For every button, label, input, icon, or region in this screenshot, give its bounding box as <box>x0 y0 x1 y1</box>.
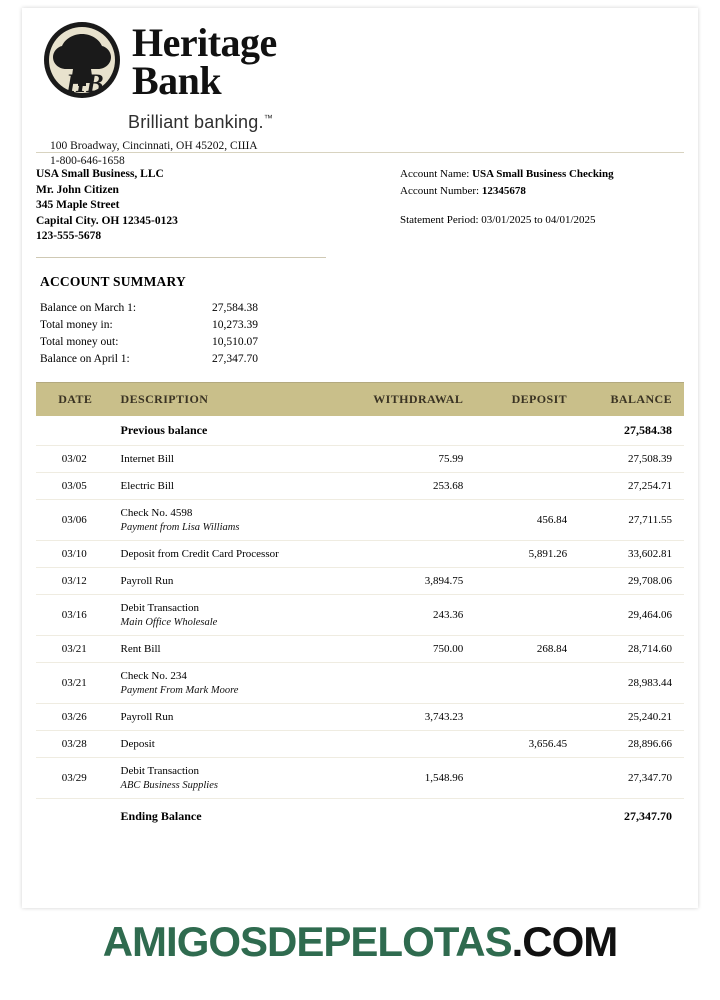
statement-period-label: Statement Period: <box>400 214 479 226</box>
cell-date: 03/05 <box>36 472 113 499</box>
cell-description <box>113 594 349 635</box>
cell-withdrawal: 1,548.96 <box>349 757 471 798</box>
cell-description <box>113 499 349 540</box>
summary-row <box>40 300 684 317</box>
summary-row <box>40 317 684 334</box>
summary-value: 27,584.38 <box>212 301 258 314</box>
cell-withdrawal <box>349 730 471 757</box>
cell-balance: 27,254.71 <box>575 472 684 499</box>
site-watermark <box>0 918 720 966</box>
cell-balance: 28,983.44 <box>575 662 684 703</box>
cell-withdrawal: 75.99 <box>349 445 471 472</box>
cell-balance: 27,584.38 <box>575 416 684 446</box>
transactions-table <box>36 383 684 834</box>
cell-deposit <box>471 757 575 798</box>
cell-description-sub: ABC Business Supplies <box>120 779 218 791</box>
cell-deposit <box>471 416 575 446</box>
cell-description-sub: Payment from Lisa Williams <box>120 521 240 533</box>
cell-description-sub: Payment From Mark Moore <box>120 684 239 696</box>
column-header-description: DESCRIPTION <box>113 383 349 416</box>
cell-deposit <box>471 472 575 499</box>
svg-text:HB: HB <box>66 69 104 98</box>
column-header-deposit: DEPOSIT <box>471 383 575 416</box>
cell-withdrawal <box>349 540 471 567</box>
cell-description-main: Debit Transaction <box>120 764 200 777</box>
cell-description <box>113 445 349 472</box>
cell-description-main: Payroll Run <box>120 574 174 587</box>
account-name-value: USA Small Business Checking <box>472 168 614 180</box>
customer-address-block <box>36 167 360 245</box>
table-row <box>36 703 684 730</box>
cell-deposit <box>471 798 575 834</box>
cell-withdrawal: 750.00 <box>349 635 471 662</box>
customer-line-3: 345 Maple Street <box>36 199 120 211</box>
oak-tree-logo-icon <box>36 20 128 106</box>
summary-label: Balance on March 1: <box>40 301 137 314</box>
transactions-table-body <box>36 416 684 834</box>
cell-withdrawal <box>349 416 471 446</box>
watermark-suffix: .COM <box>511 918 618 965</box>
bank-tagline <box>128 112 698 133</box>
summary-label: Balance on April 1: <box>40 352 130 365</box>
cell-deposit <box>471 703 575 730</box>
cell-date: 03/16 <box>36 594 113 635</box>
cell-withdrawal: 253.68 <box>349 472 471 499</box>
cell-date: 03/02 <box>36 445 113 472</box>
transactions-table-wrapper <box>36 382 684 834</box>
summary-value: 10,510.07 <box>212 335 258 348</box>
table-row <box>36 445 684 472</box>
cell-balance: 27,347.70 <box>575 757 684 798</box>
statement-header <box>22 8 698 167</box>
parties-section <box>22 153 698 245</box>
cell-balance: 27,347.70 <box>575 798 684 834</box>
bank-tagline-text: Brilliant banking. <box>128 112 264 132</box>
cell-description-main: Internet Bill <box>120 452 174 465</box>
cell-balance: 27,508.39 <box>575 445 684 472</box>
cell-description-main: Debit Transaction <box>120 601 200 614</box>
cell-description <box>113 540 349 567</box>
table-row <box>36 594 684 635</box>
column-header-balance: BALANCE <box>575 383 684 416</box>
summary-label: Total money out: <box>40 335 119 348</box>
cell-description <box>113 567 349 594</box>
column-header-withdrawal: WITHDRAWAL <box>349 383 471 416</box>
statement-sheet <box>22 8 698 908</box>
statement-period-value: 03/01/2025 to 04/01/2025 <box>481 214 596 226</box>
cell-deposit: 456.84 <box>471 499 575 540</box>
table-row <box>36 730 684 757</box>
summary-value: 10,273.39 <box>212 318 258 331</box>
cell-description-main: Check No. 4598 <box>120 506 193 519</box>
cell-description <box>113 757 349 798</box>
bank-phone-line: 1-800-646-1658 <box>50 155 125 167</box>
summary-row <box>40 334 684 351</box>
bank-logo-block <box>36 20 698 106</box>
cell-description-main: Check No. 234 <box>120 669 187 682</box>
account-details-block <box>360 167 684 245</box>
table-row <box>36 540 684 567</box>
cell-description-main: Deposit from Credit Card Processor <box>120 547 279 560</box>
customer-line-1: USA Small Business, LLC <box>36 168 164 180</box>
cell-withdrawal <box>349 499 471 540</box>
cell-deposit <box>471 662 575 703</box>
cell-description-main: Electric Bill <box>120 479 174 492</box>
summary-row <box>40 351 684 368</box>
cell-description-sub: Main Office Wholesale <box>120 616 218 628</box>
summary-label: Total money in: <box>40 318 113 331</box>
cell-withdrawal <box>349 798 471 834</box>
cell-withdrawal: 3,894.75 <box>349 567 471 594</box>
cell-description-main: Deposit <box>120 737 155 750</box>
bank-name-line1: Heritage <box>132 20 277 65</box>
cell-description <box>113 635 349 662</box>
bank-address-line: 100 Broadway, Cincinnati, OH 45202, США <box>50 140 258 152</box>
account-number-label: Account Number: <box>400 185 480 197</box>
cell-deposit <box>471 594 575 635</box>
account-name-label: Account Name: <box>400 168 470 180</box>
trademark-symbol: ™ <box>263 113 273 123</box>
cell-date: 03/06 <box>36 499 113 540</box>
cell-description <box>113 703 349 730</box>
cell-balance: 25,240.21 <box>575 703 684 730</box>
transactions-table-head <box>36 383 684 416</box>
cell-balance: 29,708.06 <box>575 567 684 594</box>
cell-date: 03/10 <box>36 540 113 567</box>
cell-description <box>113 662 349 703</box>
table-row <box>36 757 684 798</box>
cell-deposit: 5,891.26 <box>471 540 575 567</box>
account-number-value: 12345678 <box>481 185 526 197</box>
cell-balance: 28,714.60 <box>575 635 684 662</box>
statement-period-row <box>400 213 684 228</box>
cell-date: 03/29 <box>36 757 113 798</box>
column-header-date: DATE <box>36 383 113 416</box>
account-summary-section <box>22 258 698 368</box>
cell-date <box>36 798 113 834</box>
cell-date: 03/28 <box>36 730 113 757</box>
cell-description-main: Rent Bill <box>120 642 161 655</box>
cell-balance: 29,464.06 <box>575 594 684 635</box>
cell-description: Ending Balance <box>113 798 349 834</box>
cell-date: 03/12 <box>36 567 113 594</box>
account-summary-title: ACCOUNT SUMMARY <box>40 273 186 289</box>
watermark-name: AMIGOSDEPELOTAS <box>102 918 512 965</box>
table-row-previous-balance <box>36 416 684 446</box>
summary-value: 27,347.70 <box>212 352 258 365</box>
bank-wordmark <box>132 20 277 103</box>
customer-line-2: Mr. John Citizen <box>36 183 119 196</box>
bank-name-line2: Bank <box>132 58 222 103</box>
cell-description <box>113 472 349 499</box>
cell-deposit <box>471 445 575 472</box>
table-row <box>36 499 684 540</box>
cell-date: 03/26 <box>36 703 113 730</box>
table-row <box>36 662 684 703</box>
cell-date: 03/21 <box>36 635 113 662</box>
cell-description <box>113 730 349 757</box>
cell-withdrawal: 3,743.23 <box>349 703 471 730</box>
customer-line-5: 123-555-5678 <box>36 230 102 242</box>
cell-withdrawal <box>349 662 471 703</box>
table-row <box>36 472 684 499</box>
cell-date <box>36 416 113 446</box>
cell-deposit <box>471 567 575 594</box>
cell-description-main: Payroll Run <box>120 710 174 723</box>
account-number-row <box>400 184 684 199</box>
cell-balance: 27,711.55 <box>575 499 684 540</box>
cell-balance: 33,602.81 <box>575 540 684 567</box>
table-row <box>36 567 684 594</box>
cell-withdrawal: 243.36 <box>349 594 471 635</box>
table-row <box>36 635 684 662</box>
table-header-row <box>36 383 684 416</box>
customer-line-4: Capital City. OH 12345-0123 <box>36 214 178 227</box>
cell-balance: 28,896.66 <box>575 730 684 757</box>
cell-deposit: 3,656.45 <box>471 730 575 757</box>
account-name-row <box>400 167 684 182</box>
cell-description: Previous balance <box>113 416 349 446</box>
table-row-ending-balance <box>36 798 684 834</box>
cell-deposit: 268.84 <box>471 635 575 662</box>
cell-date: 03/21 <box>36 662 113 703</box>
